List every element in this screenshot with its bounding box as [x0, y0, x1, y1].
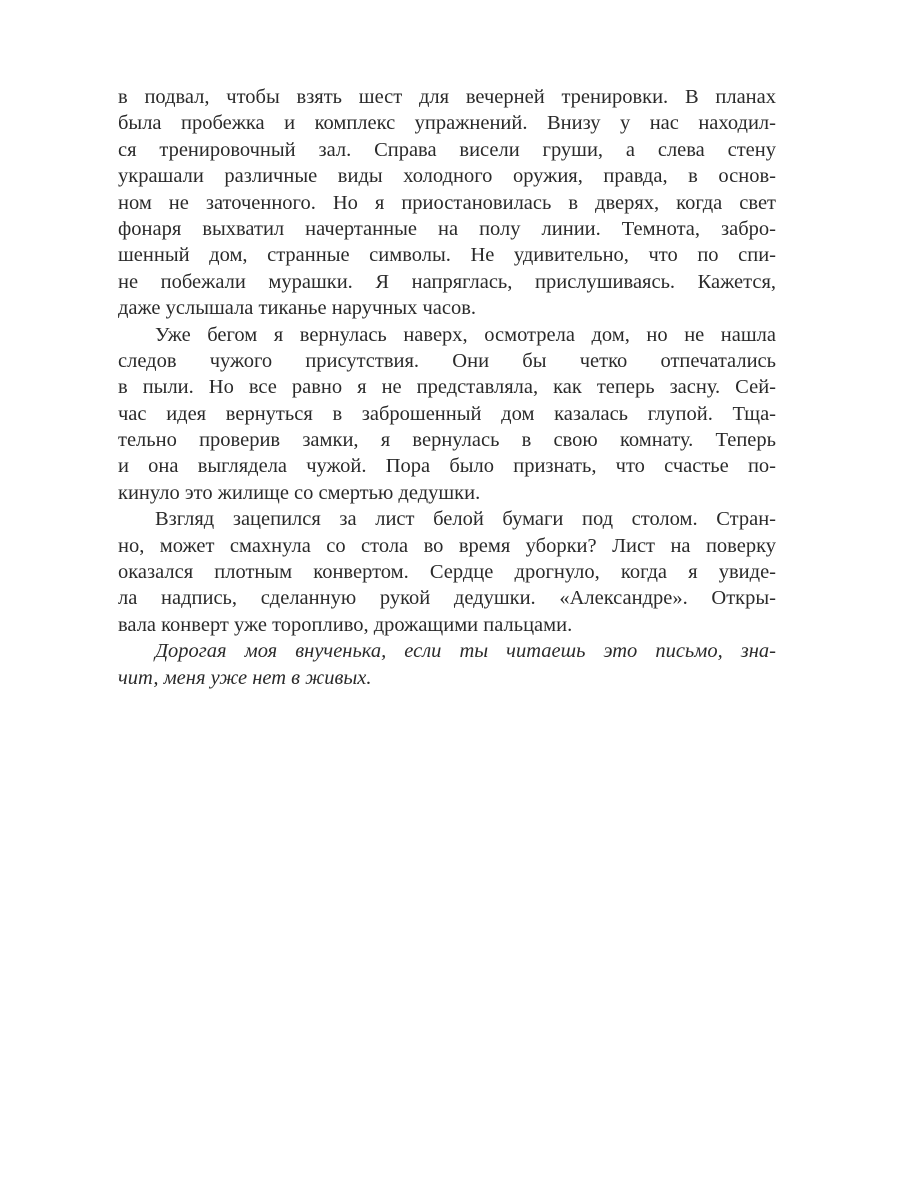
text-line: и она выглядела чужой. Пора было признать, что счастье по- [118, 455, 776, 478]
text-line: Дорогая моя внученька, если ты читаешь это письмо, зна- [155, 640, 776, 663]
text-line: кинуло это жилище со смертью дедушки. [118, 481, 481, 504]
text-line: тельно проверив замки, я вернулась в свою комнату. Теперь [118, 429, 776, 452]
book-page-text [118, 84, 776, 691]
paragraph-1 [118, 84, 776, 322]
text-line: ся тренировочный зал. Справа висели груши, а слева стену [118, 138, 776, 161]
text-line: вала конверт уже торопливо, дрожащими пальцами. [118, 613, 573, 636]
text-line: но, может смахнула со стола во время уборки? Лист на поверку [118, 534, 776, 557]
text-line: чит, меня уже нет в живых. [118, 666, 372, 689]
text-line: шенный дом, странные символы. Не удивительно, что по спи- [118, 244, 776, 267]
text-line: не побежали мурашки. Я напряглась, прислушиваясь. Кажется, [118, 270, 776, 293]
text-line: час идея вернуться в заброшенный дом казалась глупой. Тща- [118, 402, 776, 425]
text-line: Уже бегом я вернулась наверх, осмотрела дом, но не нашла [155, 323, 776, 346]
text-line: даже услышала тиканье наручных часов. [118, 297, 477, 320]
text-line: была пробежка и комплекс упражнений. Внизу у нас находил- [118, 112, 776, 135]
text-line: оказался плотным конвертом. Сердце дрогнуло, когда я увиде- [118, 561, 776, 584]
paragraph-letter-italic [118, 638, 776, 691]
text-line: Взгляд зацепился за лист белой бумаги под столом. Стран- [155, 508, 776, 531]
text-line: следов чужого присутствия. Они бы четко отпечатались [118, 349, 776, 372]
text-line: в пыли. Но все равно я не представляла, как теперь засну. Сей- [118, 376, 776, 399]
text-line: фонаря выхватил начертанные на полу линии. Темнота, забро- [118, 217, 776, 240]
text-line: в подвал, чтобы взять шест для вечерней тренировки. В планах [118, 86, 776, 108]
paragraph-3 [118, 506, 776, 638]
text-line: украшали различные виды холодного оружия, правда, в основ- [118, 165, 776, 188]
text-line: ном не заточенного. Но я приостановилась в дверях, когда свет [118, 191, 776, 214]
text-line: ла надпись, сделанную рукой дедушки. «Александре». Откры- [118, 587, 776, 610]
paragraph-2 [118, 322, 776, 507]
